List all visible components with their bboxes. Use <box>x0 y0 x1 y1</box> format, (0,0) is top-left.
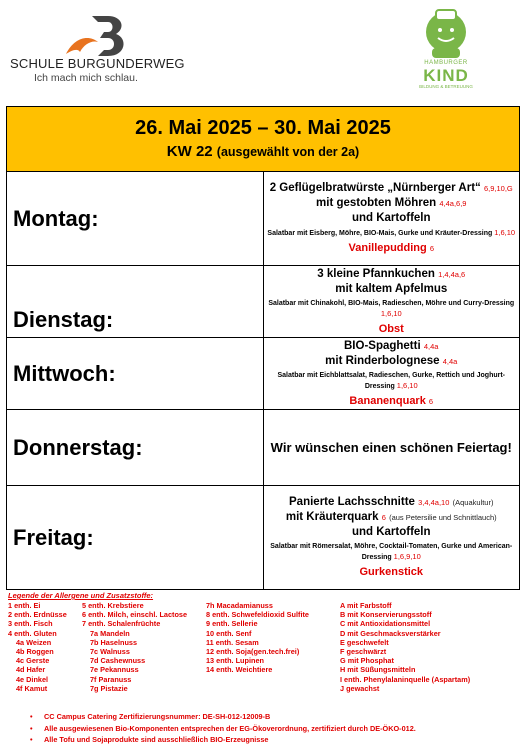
dish-text: BIO-Spaghetti <box>344 339 421 352</box>
dessert: Gurkenstick <box>359 566 424 578</box>
allergen-codes: 1,4,4a,6 <box>438 269 466 279</box>
week-number <box>7 141 519 163</box>
legend-item: 4f Kamut <box>16 683 48 693</box>
allergen-codes: 4,4a,6,9 <box>439 199 467 208</box>
legend-item: 9 enth. Sellerie <box>206 619 258 629</box>
legend-item: F geschwärzt <box>340 646 387 656</box>
dessert-text: Vanillepudding <box>348 242 427 254</box>
dish-line: und Kartoffeln <box>351 526 431 538</box>
allergen-legend <box>8 591 522 701</box>
legend-item: I enth. Phenylalaninquelle (Aspartam) <box>340 674 471 684</box>
legend-item: 13 enth. Lupinen <box>206 656 264 666</box>
legend-item: 8 enth. Schwefeldioxid Sulfite <box>206 610 309 620</box>
page-header <box>0 0 528 100</box>
allergen-codes: 4,4a <box>442 356 458 366</box>
legend-item: G mit Phosphat <box>340 656 394 666</box>
dessert <box>264 241 520 256</box>
legend-item: 7g Pistazie <box>90 683 128 693</box>
salad-bar <box>264 299 520 320</box>
day-label-wednesday: Mittwoch: <box>7 338 264 410</box>
legend-item: 4 enth. Gluten <box>8 628 57 638</box>
school-logo-mark <box>66 38 98 54</box>
week-dates: 26. Mai 2025 – 30. Mai 2025 <box>135 117 391 139</box>
dish-line <box>264 181 520 196</box>
week-kw-note: (ausgewählt von der 2a) <box>216 145 360 159</box>
salad-text: Salatbar mit Eisberg, Möhre, BIO-Mais, Gurke und Kräuter-Dressing <box>267 230 493 237</box>
legend-item: 6 enth. Milch, einschl. Lactose <box>82 610 188 620</box>
allergen-codes: 1,6,10 <box>380 308 402 318</box>
kind-logo-sub: BILDUNG & BETREUUNG <box>419 84 473 89</box>
legend-item: 4e Dinkel <box>16 674 49 684</box>
dish-wednesday <box>263 338 520 410</box>
day-row-thursday <box>7 410 520 486</box>
legend-item: 7f Paranuss <box>90 674 132 684</box>
legend-item: 7a Mandeln <box>90 628 130 638</box>
footer-soy-note: • Alle Tofu und Sojaprodukte sind ausschließlich BIO-Erzeugnisse <box>30 734 510 746</box>
dessert <box>264 394 520 409</box>
legend-item: 7h Macadamianuss <box>206 601 273 610</box>
legend-item: 7 enth. Schalenfrüchte <box>82 619 161 629</box>
dessert: Obst <box>378 322 404 335</box>
dish-note: (aus Petersilie und Schnittlauch) <box>389 513 497 522</box>
day-label-thursday: Donnerstag: <box>7 410 264 486</box>
legend-title: Legende der Allergene und Zusatzstoffe: <box>8 591 154 600</box>
dish-line <box>264 267 520 282</box>
legend-item: A mit Farbstoff <box>340 601 392 610</box>
legend-item: 4b Roggen <box>16 646 54 656</box>
allergen-codes: 6 <box>429 244 434 253</box>
day-row-wednesday <box>7 338 520 410</box>
day-label-monday: Montag: <box>7 172 264 266</box>
legend-item: C mit Antioxidationsmittel <box>340 619 431 629</box>
legend-column-4 <box>340 601 470 693</box>
legend-item: 14 enth. Weichtiere <box>206 665 273 675</box>
dish-tuesday <box>263 266 520 338</box>
salad-bar <box>264 228 520 239</box>
dish-monday <box>263 172 520 266</box>
allergen-codes: 4,4a <box>423 341 439 351</box>
legend-item: 4c Gerste <box>16 656 50 666</box>
dish-text: 3 kleine Pfannkuchen <box>317 267 435 280</box>
legend-item: 4a Weizen <box>16 637 52 647</box>
legend-item: 5 enth. Krebstiere <box>82 601 144 610</box>
kind-logo-word: KIND <box>423 66 469 85</box>
legend-item: 7e Pekannuss <box>90 665 139 675</box>
dish-friday <box>263 486 520 590</box>
salad-bar <box>264 371 520 392</box>
legend-item: 7c Walnuss <box>90 646 130 656</box>
legend-item: 12 enth. Soja(gen.tech.frei) <box>206 646 300 656</box>
dish-line <box>264 339 520 354</box>
legend-item: 7d Cashewnuss <box>90 656 146 666</box>
legend-item: 2 enth. Erdnüsse <box>8 610 67 620</box>
week-header-row <box>7 107 520 172</box>
legend-column-1 <box>8 601 67 693</box>
footer-bio-note: • Alle ausgewiesenen Bio-Komponenten entsprechen der EG-Ökoverordnung, zertifiziert durch DE-ÖKO-012. <box>30 723 510 735</box>
salad-bar <box>264 542 520 563</box>
school-slogan: Ich mach mich schlau. <box>34 72 138 84</box>
legend-item: 11 enth. Sesam <box>206 637 259 647</box>
dish-text: Panierte Lachsschnitte <box>289 496 415 508</box>
legend-item: D mit Geschmacksverstärker <box>340 628 441 638</box>
allergen-codes: 6 <box>381 513 386 522</box>
holiday-message: Wir wünschen einen schönen Feiertag! <box>263 410 520 486</box>
dish-text: mit Kräuterquark <box>285 511 379 523</box>
legend-item: 10 enth. Senf <box>206 628 252 638</box>
legend-item: 7b Haselnuss <box>90 637 138 647</box>
dish-text: 2 Geflügelbratwürste „Nürnberger Art“ <box>269 182 481 194</box>
allergen-codes: 3,4,4a,10 <box>418 498 450 507</box>
weekly-menu-table <box>6 106 520 590</box>
dessert-text: Bananenquark <box>349 394 426 407</box>
legend-item: E geschwefelt <box>340 637 389 647</box>
school-name: SCHULE BURGUNDERWEG <box>10 56 185 71</box>
salad-text: Salatbar mit Eichblattsalat, Radieschen, Gurke, Rettich und Joghurt-Dressing <box>277 371 506 390</box>
legend-grid <box>8 601 522 701</box>
dish-text: mit gestobten Möhren <box>316 197 437 209</box>
dish-line <box>264 510 520 525</box>
day-row-monday <box>7 172 520 266</box>
school-logo-b <box>92 16 124 56</box>
kind-logo-hat <box>436 10 456 20</box>
dish-line <box>264 196 520 211</box>
dish-text: mit Rinderbolognese <box>325 354 440 367</box>
day-row-friday <box>7 486 520 590</box>
footer-certification: • CC Campus Catering Zertifizierungsnummer: DE-SH-012-12009-B <box>30 711 510 723</box>
legend-item: B mit Konservierungsstoff <box>340 610 432 620</box>
legend-item: 4d Hafer <box>16 665 46 675</box>
legend-item: 3 enth. Fisch <box>8 619 53 629</box>
week-header <box>7 107 520 172</box>
allergen-codes: 1,6,9,10 <box>393 552 421 561</box>
day-label-tuesday: Dienstag: <box>7 266 264 338</box>
legend-item: J gewachst <box>340 683 380 693</box>
salad-text: Salatbar mit Römersalat, Möhre, Cocktail-Tomaten, Gurke und American-Dressing <box>270 543 513 561</box>
footer-notes <box>30 711 510 746</box>
allergen-codes: 6 <box>428 396 434 406</box>
dish-note: (Aquakultur) <box>452 498 494 507</box>
legend-item: 1 enth. Ei <box>8 601 41 610</box>
day-row-tuesday <box>7 266 520 338</box>
dish-line <box>264 495 520 510</box>
allergen-codes: 1,6,10 <box>494 228 516 237</box>
dish-line: mit kaltem Apfelmus <box>335 282 448 295</box>
dish-line: und Kartoffeln <box>351 212 431 224</box>
dish-line <box>264 354 520 369</box>
allergen-codes: 6,9,10,G <box>484 184 513 193</box>
salad-text: Salatbar mit Chinakohl, BIO-Mais, Radieschen, Möhre und Curry-Dressing <box>268 299 515 307</box>
week-kw: KW 22 <box>166 143 213 160</box>
legend-column-2 <box>82 601 187 693</box>
day-label-friday: Freitag: <box>7 486 264 590</box>
legend-column-3 <box>206 601 309 675</box>
allergen-codes: 1,6,10 <box>396 380 418 390</box>
legend-item: H mit Süßungsmitteln <box>340 665 416 675</box>
kind-logo-top: HAMBURGER <box>424 60 468 66</box>
